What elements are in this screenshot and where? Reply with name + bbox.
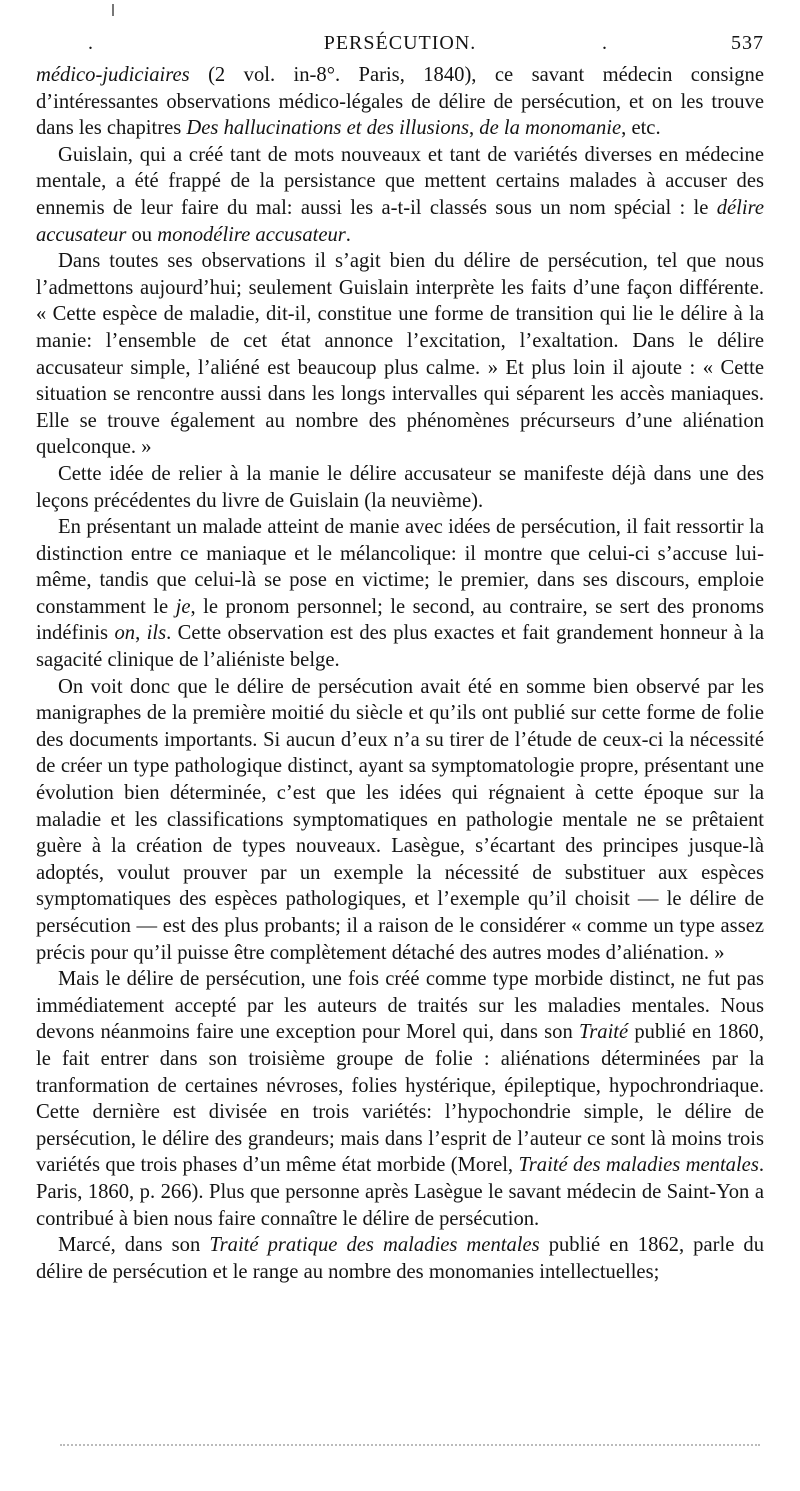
text-run: On voit donc que le délire de persécution avait été en somme bien observé par les manigraphes de la première moitié du siècle et qu’ils ont publié sur cette forme de folie des documents importants. Si aucun d’eux n’a su tirer de l’étude de ceux-ci la nécessité de créer un type pathologique distinct, ayant sa symptomatologie propre, présentant une évolution bien déterminée, c’est que les idées qui régnaient à cette époque sur la maladie et les classifications symptomatiques en pathologie mentale ne se prêtaient guère à la création de types nouveaux. Lasègue, s’écartant des principes jusque-là adoptés, voulut prouver par un exemple la nécessité de substituer aux espèces symptomatiques des espèces pathologiques, et l’exemple qu’il choisit — le délire de persécution — est des plus probants; il a raison de le considérer « comme un type assez précis pour qu’il puisse être complètement détaché des autres modes d’aliénation. » — [36, 675, 764, 964]
running-title: PERSÉCUTION. — [323, 32, 477, 54]
text-run: (2 vol. in-8°. Paris, 1840), ce savant médecin consigne d’intéressantes observations médico-légales de délire de persécution, et on les trouve dans les chapitres — [36, 64, 764, 140]
paragraph — [36, 461, 764, 514]
book-page — [36, 0, 764, 1285]
italic-run: je — [175, 595, 191, 618]
italic-run: Traité — [578, 1021, 629, 1044]
italic-run: de la monomanie — [479, 117, 622, 140]
text-run: , — [469, 117, 480, 140]
italic-run: Traité pratique des maladies mentales — [209, 1234, 540, 1257]
paragraph — [36, 966, 764, 1232]
text-run: . Paris, 1860, p. 266). Plus que personne après Lasègue le savant médecin de Saint-Yon a contribué à bien nous faire connaître le délire de persécution. — [36, 1154, 764, 1230]
footer-rule — [60, 1444, 760, 1446]
italic-run: Traité des maladies mentales — [518, 1154, 759, 1177]
text-run: , — [135, 622, 147, 645]
paragraph — [36, 674, 764, 967]
text-run: . Cette observation est des plus exactes et fait grandement honneur à la sagacité clinique de l’aliéniste belge. — [36, 622, 765, 672]
header-right-mark: . — [602, 32, 608, 54]
paragraph — [36, 62, 764, 142]
text-run: . — [345, 223, 351, 246]
text-run: , le pronom personnel; le second, au contraire, se sert des pronoms indéfinis — [36, 595, 764, 645]
italic-run: Des hallucinations et des illusions — [186, 117, 469, 140]
text-run: Marcé, dans son — [58, 1234, 210, 1257]
text-run: publié en 1860, le fait entrer dans son troisième groupe de folie : aliénations déterminées par la tranformation de certaines névroses, folies hystérique, épileptique, hypochrondriaque. Cette dernière est divisée en trois variétés: l’hypochondrie simple, le délire de persécution, le délire des grandeurs; mais dans l’esprit de l’auteur ce sont là moins trois variétés que trois phases d’un même état morbide (Morel, — [36, 1021, 764, 1177]
paragraph — [36, 142, 764, 248]
header-left-mark: . — [88, 32, 94, 54]
text-run: Guislain, qui a créé tant de mots nouveaux et tant de variétés diverses en médecine mentale, a été frappé de la persistance que mettent certains malades à accuser des ennemis de leur faire du mal: aussi les a-t-il classés sous un nom spécial : le — [36, 143, 764, 219]
paragraph — [36, 1232, 764, 1285]
italic-run: ils — [146, 622, 167, 645]
text-run: Dans toutes ses observations il s’agit bien du délire de persécution, tel que nous l’admettons aujourd’hui; seulement Guislain interprète les faits d’une façon différente. « Cette espèce de maladie, dit-il, constitue une forme de transition qui lie le délire à la manie: l’ensemble de cet état annonce l’excitation, l’exaltation. Dans le délire accusateur simple, l’aliéné est beaucoup plus calme. » Et plus loin il ajoute : « Cette situation se rencontre aussi dans les longs intervalles qui séparent les accès maniaques. Elle se trouve également au nombre des phénomènes précurseurs d’une aliénation quelconque. » — [36, 250, 764, 459]
text-run: En présentant un malade atteint de manie avec idées de persécution, il fait ressortir la distinction entre ce maniaque et le mélancolique: il montre que celui-ci s’accuse lui-même, tandis que celui-là se pose en victime; le premier, dans ses discours, emploie constamment le — [36, 516, 764, 618]
italic-run: médico-judiciaires — [36, 64, 190, 86]
text-run: Mais le délire de persécution, une fois créé comme type morbide distinct, ne fut pas immédiatement accepté par les auteurs de traités sur les maladies mentales. Nous devons néanmoins faire une exception pour Morel qui, dans son — [36, 968, 764, 1044]
paragraph — [36, 248, 764, 461]
page-number: 537 — [731, 32, 764, 54]
text-run: publié en 1862, parle du délire de persécution et le range au nombre des monomanies intellectuelles; — [36, 1234, 765, 1283]
italic-run: on — [114, 622, 136, 645]
running-header — [36, 30, 764, 56]
italic-run: monodélire accusateur — [157, 223, 346, 246]
text-run: , etc. — [621, 117, 661, 140]
body-text — [36, 62, 764, 1285]
paragraph — [36, 514, 764, 674]
text-run: Cette idée de relier à la manie le délire accusateur se manifeste déjà dans une des leçons précédentes du livre de Guislain (la neuvième). — [36, 462, 764, 512]
italic-run: délire accusateur — [36, 196, 764, 246]
text-run: ou — [126, 223, 158, 246]
